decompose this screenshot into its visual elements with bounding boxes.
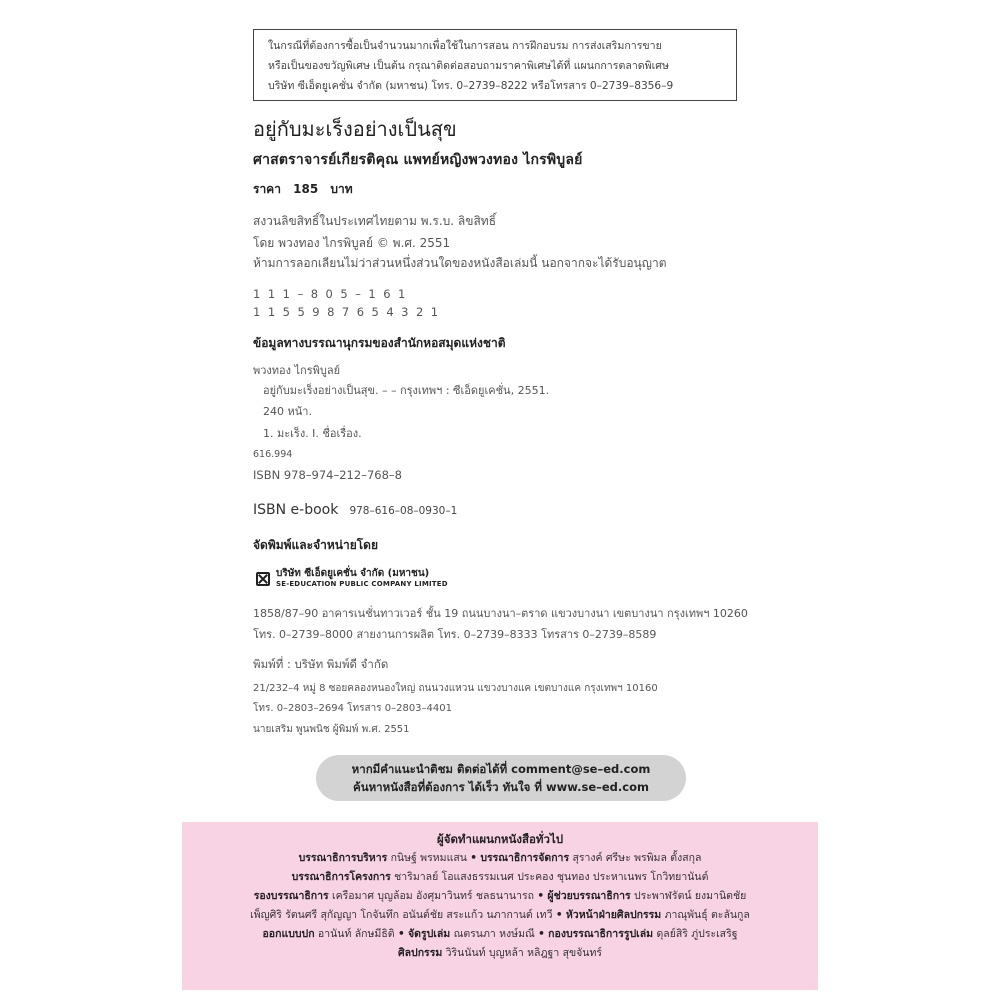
credit-role: ศิลปกรรม: [397, 947, 443, 959]
printer-heading: พิมพ์ที่ : บริษัท พิมพ์ดี จำกัด: [253, 657, 389, 671]
credits-row: [182, 944, 818, 963]
copyright-line: สงวนลิขสิทธิ์ในประเทศไทยตาม พ.ร.บ. ลิขสิทธิ์: [253, 214, 497, 228]
credits-row: บรรณาธิการบริหาร กนิษฐ์ พรหมแสน • บรรณาธิการจัดการ สุรางค์ ศรีษะ พรพิมล ตั้งสกุล: [298, 852, 702, 864]
isbn-ebook-label: ISBN e-book: [253, 502, 339, 518]
contact-banner: [316, 755, 686, 801]
credit-role: จัดรูปเล่ม: [408, 928, 451, 940]
credit-names: สุรางค์ ศรีษะ พรพิมล ตั้งสกุล: [572, 852, 702, 864]
bulk-purchase-notice: [253, 29, 737, 101]
notice-line: ในกรณีที่ต้องการซื้อเป็นจำนวนมากเพื่อใช้ในการสอน การฝึกอบรม การส่งเสริมการขาย: [268, 40, 662, 52]
catalog-subjects: 1. มะเร็ง. I. ชื่อเรื่อง.: [263, 427, 362, 440]
credits-panel: [182, 822, 818, 990]
printer-address: 21/232–4 หมู่ 8 ซอยคลองหนองใหญ่ ถนนวงแหวน แขวงบางแค เขตบางแค กรุงเทพฯ 10160: [253, 683, 658, 694]
publisher-logo-english: SE-EDUCATION PUBLIC COMPANY LIMITED: [276, 580, 448, 588]
catalog-entry: อยู่กับมะเร็งอย่างเป็นสุข. – – กรุงเทพฯ : ซีเอ็ดยูเคชั่น, 2551.: [263, 384, 550, 397]
credit-role: รองบรรณาธิการ: [253, 890, 329, 902]
credit-role: บรรณาธิการโครงการ: [291, 871, 391, 883]
notice-line: หรือเป็นของขวัญพิเศษ เป็นต้น กรุณาติดต่อสอบถามราคาพิเศษได้ที่ แผนกการตลาดพิเศษ: [268, 60, 669, 72]
publisher-logo-thai: บริษัท ซีเอ็ดยูเคชั่น จำกัด (มหาชน): [276, 568, 430, 579]
credit-names: ณตรนภา หงษ์มณี: [453, 928, 535, 940]
publisher-heading: จัดพิมพ์และจำหน่ายโดย: [253, 538, 379, 552]
copyright-line: ห้ามการลอกเลียนไม่ว่าส่วนหนึ่งส่วนใดของหนังสือเล่มนี้ นอกจากจะได้รับอนุญาต: [253, 256, 667, 270]
credit-names: เครือมาศ บุญล้อม อังศุมาวินทร์ ชลธนานารถ: [332, 890, 535, 902]
credit-role: ออกแบบปก: [262, 928, 315, 940]
se-ed-logo-icon: [256, 572, 270, 586]
publisher-address: 1858/87–90 อาคารเนชั่นทาวเวอร์ ชั้น 19 ถนนบางนา–ตราด แขวงบางนา เขตบางนา กรุงเทพฯ 10260: [253, 607, 748, 620]
contact-website-line: ค้นหาหนังสือที่ต้องการ ได้เร็ว ทันใจ ที่ www.se–ed.com: [353, 780, 649, 794]
credit-names: เพ็ญศิริ รัตนศรี สุกัญญา โกจันทึก อนันต์ชัย สระแก้ว นภากานต์ เทวี: [250, 909, 553, 921]
notice-line: บริษัท ซีเอ็ดยูเคชั่น จำกัด (มหาชน) โทร. 0–2739–8222 หรือโทรสาร 0–2739–8356–9: [268, 80, 674, 92]
credits-row: [182, 868, 818, 887]
credit-names: ชาริมาลย์ โอแสงธรรมเนศ ประคอง ชุนทอง ประหาเนพร โกวิทยานันต์: [394, 871, 709, 883]
printer-phone: โทร. 0–2803–2694 โทรสาร 0–2803–4401: [253, 703, 452, 714]
book-title: อยู่กับมะเร็งอย่างเป็นสุข: [253, 117, 457, 141]
credit-role: ผู้ช่วยบรรณาธิการ: [547, 890, 631, 902]
catalog-classification: 616.994: [253, 449, 293, 460]
catalog-pages: 240 หน้า.: [263, 405, 312, 418]
credits-title: ผู้จัดทำแผนกหนังสือทั่วไป: [436, 832, 564, 846]
credit-role: บรรณาธิการจัดการ: [480, 852, 570, 864]
credits-row: ออกแบบปก อานันท์ ลักษมีธิติ • จัดรูปเล่ม ณตรนภา หงษ์มณี • กองบรรณาธิการรูปเล่ม ดุลย์สิริ ภู่ประเสริฐ: [262, 928, 738, 940]
catalog-heading: ข้อมูลทางบรรณานุกรมของสำนักหอสมุดแห่งชาติ: [253, 336, 506, 350]
credit-names: อานันท์ ลักษมีธิติ: [317, 928, 395, 940]
credit-names: ภาณุพันธุ์ ตะลันกูล: [664, 909, 750, 921]
publisher-logo: [256, 568, 476, 590]
print-code: 111–805–161: [253, 287, 413, 301]
isbn-ebook-line: [253, 499, 457, 518]
credit-role: บรรณาธิการบริหาร: [298, 852, 388, 864]
credit-role: กองบรรณาธิการรูปเล่ม: [548, 928, 654, 940]
catalog-author: พวงทอง ไกรพิบูลย์: [253, 364, 341, 377]
isbn-ebook-number: 978–616–08–0930–1: [349, 505, 458, 517]
credits-row: เพ็ญศิริ รัตนศรี สุกัญญา โกจันทึก อนันต์ชัย สระแก้ว นภากานต์ เทวี • หัวหน้าฝ่ายศิลปกรรม ภาณุพันธุ์ ตะลันกูล: [250, 909, 750, 921]
credit-role: หัวหน้าฝ่ายศิลปกรรม: [565, 909, 662, 921]
credit-names: ประพาฬรัตน์ ยงมานิตชัย: [633, 890, 747, 902]
isbn: ISBN 978–974–212–768–8: [253, 468, 402, 482]
contact-email-line: หากมีคำแนะนำติชม ติดต่อได้ที่ comment@se–ed.com: [351, 762, 651, 776]
publisher-phone: โทร. 0–2739–8000 สายงานการผลิต โทร. 0–2739–8333 โทรสาร 0–2739–8589: [253, 628, 657, 641]
credit-names: ดุลย์สิริ ภู่ประเสริฐ: [656, 928, 738, 940]
copyright-line: โดย พวงทอง ไกรพิบูลย์ © พ.ศ. 2551: [253, 236, 451, 250]
printer-name: นายเสริม พูนพนิช ผู้พิมพ์ พ.ศ. 2551: [253, 724, 410, 735]
book-author: ศาสตราจารย์เกียรติคุณ แพทย์หญิงพวงทอง ไกรพิบูลย์: [253, 152, 583, 168]
print-run-code: 1155987654321: [253, 305, 446, 319]
book-price: ราคา 185 บาท: [253, 182, 353, 196]
credit-names: กนิษฐ์ พรหมแสน: [390, 852, 467, 864]
credits-row: รองบรรณาธิการ เครือมาศ บุญล้อม อังศุมาวินทร์ ชลธนานารถ • ผู้ช่วยบรรณาธิการ ประพาฬรัตน์ ยงมานิตชัย: [253, 890, 747, 902]
credit-names: วิรินนันท์ บุญหล้า หลิฎฐา สุขจันทร์: [445, 947, 603, 959]
publisher-logo-text: [276, 569, 448, 589]
